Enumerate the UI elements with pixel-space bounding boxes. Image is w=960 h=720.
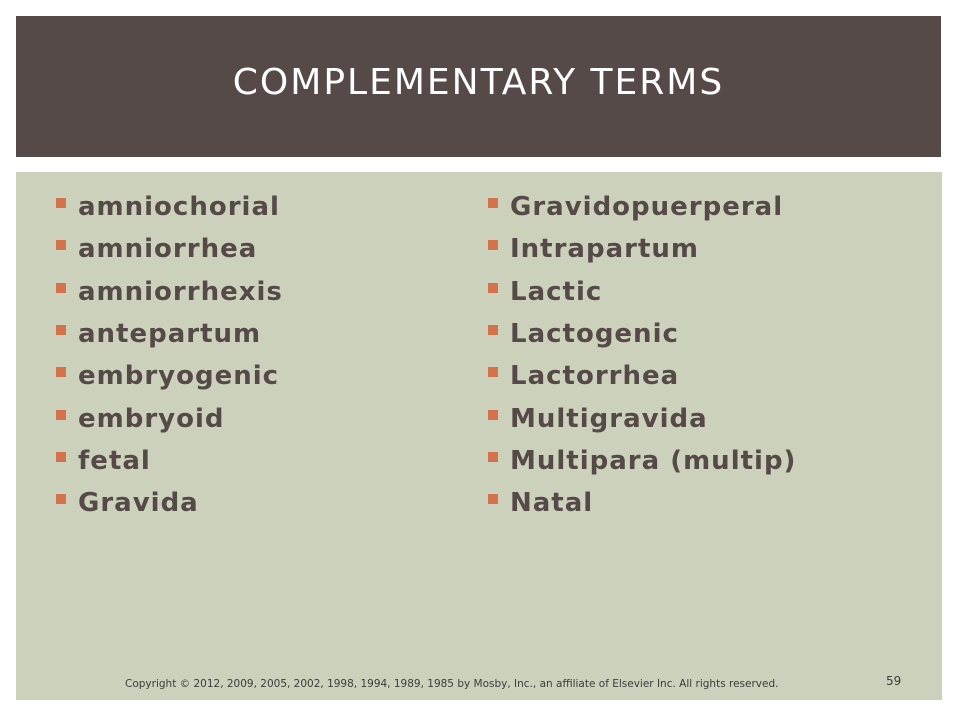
term-item	[488, 228, 796, 270]
term-label: fetal	[78, 445, 151, 476]
term-item	[488, 397, 796, 439]
square-bullet-icon	[488, 240, 498, 250]
page-number: 59	[886, 674, 902, 688]
term-item	[56, 228, 283, 270]
content-panel	[16, 172, 942, 700]
term-item	[56, 271, 283, 313]
term-label: Natal	[510, 488, 594, 519]
square-bullet-icon	[56, 452, 66, 462]
copyright-notice: Copyright © 2012, 2009, 2005, 2002, 1998, 1994, 1989, 1985 by Mosby, Inc., an affiliate of Elsevier Inc. All rights reserved.	[125, 678, 779, 690]
term-label: Intrapartum	[510, 234, 699, 265]
square-bullet-icon	[56, 240, 66, 250]
left-term-list	[56, 186, 283, 524]
term-item	[488, 355, 796, 397]
term-label: Gravida	[78, 488, 199, 519]
term-item	[56, 397, 283, 439]
term-label: antepartum	[78, 319, 262, 350]
term-item	[56, 186, 283, 228]
square-bullet-icon	[56, 283, 66, 293]
square-bullet-icon	[56, 198, 66, 208]
term-item	[488, 482, 796, 524]
square-bullet-icon	[56, 410, 66, 420]
square-bullet-icon	[56, 325, 66, 335]
right-term-list	[488, 186, 796, 524]
term-label: embryogenic	[78, 361, 280, 392]
term-item	[488, 440, 796, 482]
square-bullet-icon	[488, 367, 498, 377]
square-bullet-icon	[488, 198, 498, 208]
term-label: amniorrhea	[78, 234, 258, 265]
square-bullet-icon	[488, 410, 498, 420]
term-item	[56, 355, 283, 397]
term-label: amniorrhexis	[78, 276, 283, 307]
term-label: Lactic	[510, 276, 603, 307]
term-label: Multigravida	[510, 403, 708, 434]
term-item	[488, 313, 796, 355]
square-bullet-icon	[488, 283, 498, 293]
term-item	[56, 313, 283, 355]
term-item	[56, 440, 283, 482]
term-label: Multipara (multip)	[510, 445, 797, 476]
slide-title: COMPLEMENTARY TERMS	[232, 62, 725, 103]
square-bullet-icon	[488, 452, 498, 462]
square-bullet-icon	[56, 367, 66, 377]
term-label: Gravidopuerperal	[510, 192, 784, 223]
term-label: Lactogenic	[510, 319, 679, 350]
square-bullet-icon	[488, 325, 498, 335]
square-bullet-icon	[488, 494, 498, 504]
title-bar	[16, 16, 941, 157]
term-label: amniochorial	[78, 192, 280, 223]
term-item	[56, 482, 283, 524]
term-label: Lactorrhea	[510, 361, 680, 392]
term-label: embryoid	[78, 403, 225, 434]
term-item	[488, 186, 796, 228]
term-item	[488, 271, 796, 313]
square-bullet-icon	[56, 494, 66, 504]
